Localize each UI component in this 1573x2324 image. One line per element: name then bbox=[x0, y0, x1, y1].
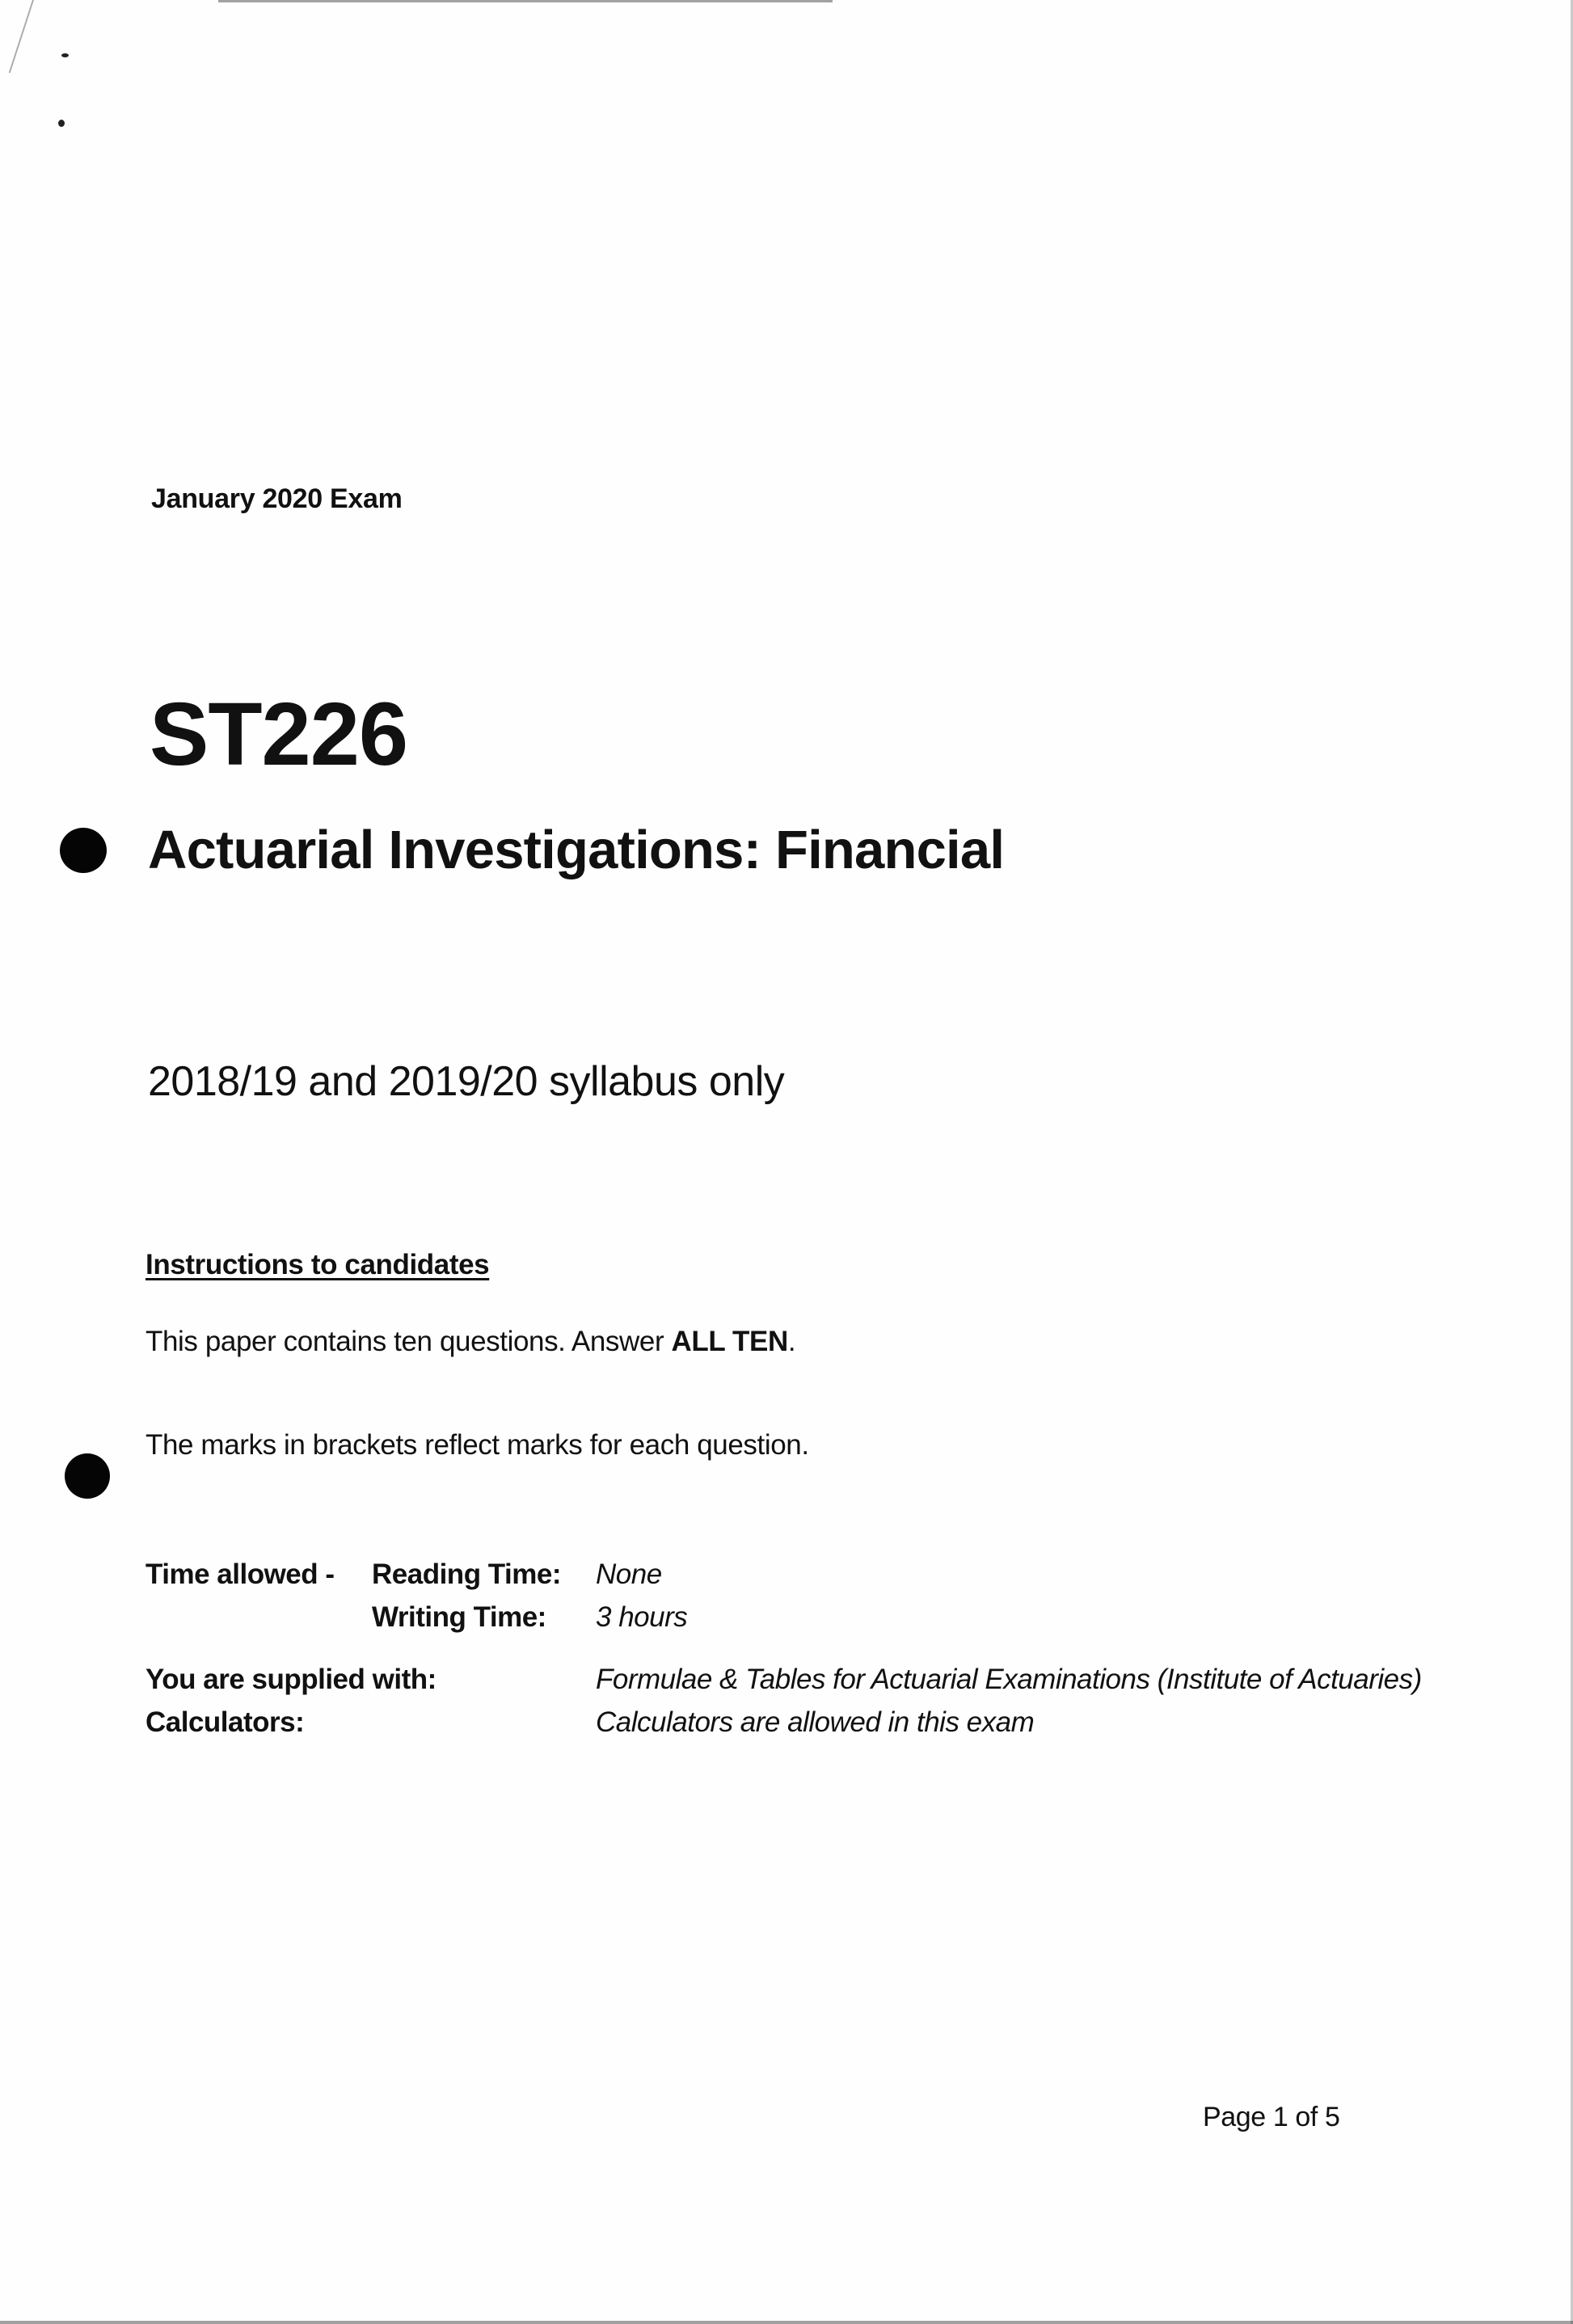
reading-time-value: None bbox=[596, 1558, 662, 1590]
scan-speck bbox=[61, 53, 69, 57]
course-title: Actuarial Investigations: Financial bbox=[148, 820, 1005, 880]
reading-time-label: Reading Time: bbox=[372, 1558, 562, 1590]
punch-hole-bottom bbox=[65, 1453, 110, 1499]
instruction-questions bbox=[145, 1326, 795, 1358]
scan-speck bbox=[58, 120, 65, 127]
exam-date: January 2020 Exam bbox=[151, 483, 403, 514]
instruction-questions-text: This paper contains ten questions. Answer bbox=[145, 1326, 672, 1357]
writing-time-value: 3 hours bbox=[596, 1601, 688, 1633]
supplied-label: You are supplied with: bbox=[145, 1664, 436, 1695]
instruction-marks: The marks in brackets reflect marks for each question. bbox=[145, 1429, 809, 1461]
time-allowed-label: Time allowed - bbox=[145, 1558, 335, 1590]
instructions-heading: Instructions to candidates bbox=[145, 1249, 490, 1280]
calculators-value: Calculators are allowed in this exam bbox=[596, 1706, 1035, 1738]
scan-edge-bottom bbox=[0, 2321, 1573, 2324]
instruction-questions-end: . bbox=[787, 1326, 796, 1357]
calculators-label: Calculators: bbox=[145, 1706, 305, 1738]
writing-time-label: Writing Time: bbox=[372, 1601, 546, 1633]
punch-hole-top bbox=[60, 828, 107, 873]
instruction-questions-emphasis: ALL TEN bbox=[671, 1326, 788, 1357]
scan-edge-top bbox=[218, 0, 833, 2]
scan-corner-mark bbox=[0, 0, 34, 73]
syllabus-note: 2018/19 and 2019/20 syllabus only bbox=[148, 1058, 785, 1105]
page-number: Page 1 of 5 bbox=[1203, 2102, 1340, 2132]
course-code: ST226 bbox=[150, 685, 408, 784]
supplied-value: Formulae & Tables for Actuarial Examinations (Institute of Actuaries) bbox=[596, 1664, 1422, 1695]
